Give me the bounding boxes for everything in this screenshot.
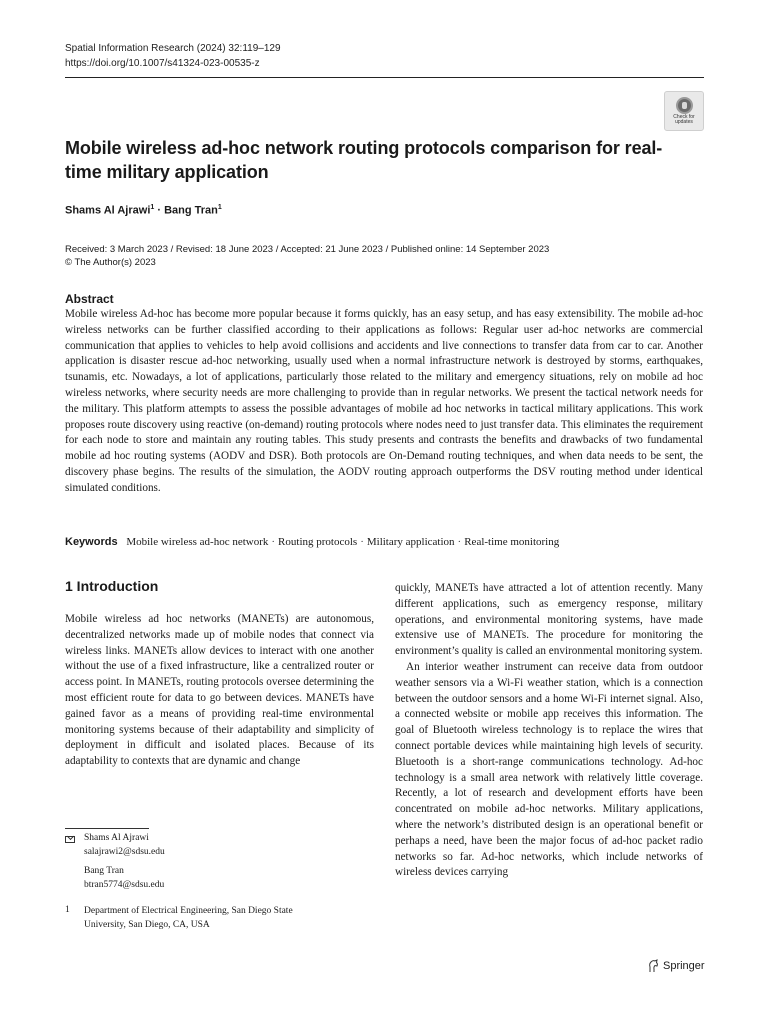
- keyword-separator: ·: [360, 536, 364, 548]
- abstract-text: Mobile wireless Ad-hoc has become more popular because it forms quickly, has an easy setup, and has easy extensibility. The mobile ad-hoc wireless networks can be further classified according to their applications as follows: Regular user ad-hoc networks are commercial communication that applies to vehicles to help avoid collisions and accidents and live connections to transfer data from car to car. Another application is disaster rescue ad-hoc networking, usually used when a normal infrastructure network is destroyed by storms, earthquakes, tsunamis, etc. Nowadays, a lot of applications, particularly those related to the military and emergency situations, rely on mobile ad hoc wireless networks, where security needs are more challenging to provide than in regular networks. We present the tactical network needs for the military. This platform attempts to assess the possible advantages of mobile ad hoc networks in tactical military applications. This work proposes route discovery using reactive (on-demand) routing protocols where nodes need to just transfer data. This eliminates the requirement for each node to store and maintain any routing tables. This study presents and contrasts the benefits and drawbacks of two fundamental mobile ad hoc routing systems (AODV and DSR). Both protocols are On-Demand routing techniques, and when data needs to be sent, the discovery phase begins. The results of the simulation, the AODV routing approach outperforms the DSV routing method under identical simulated conditions.: [65, 308, 703, 494]
- keyword: Mobile wireless ad-hoc network: [126, 536, 269, 548]
- publisher-name: Springer: [663, 960, 705, 972]
- copyright-notice: © The Author(s) 2023: [65, 257, 156, 268]
- footnote-rule: [65, 828, 149, 829]
- badge-label: Check for updates: [673, 113, 695, 125]
- author-list: [65, 204, 222, 217]
- keyword-separator: ·: [457, 536, 462, 548]
- keyword: Military application: [366, 536, 455, 548]
- keyword-separator: ·: [271, 536, 276, 548]
- corresponding-authors: [84, 832, 165, 892]
- author-name[interactable]: Shams Al Ajrawi: [65, 204, 151, 217]
- section-heading-introduction: 1 Introduction: [65, 578, 159, 594]
- affiliation-marker: 1: [150, 204, 155, 211]
- contact-name: Shams Al Ajrawi: [84, 833, 149, 843]
- affiliation-line: Department of Electrical Engineering, San Diego State: [84, 906, 293, 916]
- intro-paragraph: quickly, MANETs have attracted a lot of attention recently. Many different applications, such as emergency response, military operations, and environmental monitoring systems, have made extensive use of MANETs. The procedure for monitoring the environment’s quality is called an environmental monitoring system.: [395, 582, 703, 658]
- keywords-heading: Keywords: [65, 536, 118, 548]
- journal-citation: Spatial Information Research (2024) 32:119–129: [65, 43, 281, 54]
- springer-horse-icon: [647, 959, 659, 973]
- header-rule: [65, 77, 704, 78]
- affiliation: [84, 905, 293, 932]
- publication-history: [65, 243, 549, 269]
- intro-paragraph: Mobile wireless ad hoc networks (MANETs) are autonomous, decentralized networks made up of mobile nodes that connect via wireless links. MANETs allow devices to interact with one another without the use of a fixed infrastructure, like a centralized router or access point. In MANETs, routing protocols oversee determining the most efficient route for data to go between devices. MANETs have gained favor as a means of providing real-time environmental monitoring systems because of their adaptability and simplicity of deployment in difficult and isolated places. Because of its adaptability to contexts that are dynamic and change: [65, 613, 374, 768]
- abstract-heading: Abstract: [65, 292, 114, 306]
- author-name[interactable]: Bang Tran: [164, 204, 218, 217]
- date-history: Received: 3 March 2023 / Revised: 18 June 2023 / Accepted: 21 June 2023 / Published online: 14 September 2023: [65, 244, 550, 255]
- envelope-icon: [65, 836, 75, 843]
- keyword: Real-time monitoring: [464, 536, 560, 548]
- journal-info: [65, 41, 281, 71]
- check-for-updates-badge[interactable]: [664, 91, 704, 131]
- right-column: [395, 581, 703, 881]
- affiliation-marker: 1: [217, 204, 222, 211]
- keywords-line: [65, 536, 705, 548]
- author-separator: ·: [154, 204, 165, 217]
- bookmark-icon: [676, 97, 693, 114]
- affiliation-number: 1: [65, 905, 70, 915]
- contact-email[interactable]: salajrawi2@sdsu.edu: [84, 846, 165, 857]
- contact-name: Bang Tran: [84, 866, 124, 876]
- affiliation-line: University, San Diego, CA, USA: [84, 919, 210, 930]
- paper-title: Mobile wireless ad-hoc network routing protocols comparison for real-time military application: [65, 138, 663, 182]
- contact-email[interactable]: btran5774@sdsu.edu: [84, 879, 165, 890]
- publisher-logo: [647, 959, 705, 973]
- keyword: Routing protocols: [278, 536, 358, 548]
- doi-link[interactable]: https://doi.org/10.1007/s41324-023-00535-z: [65, 58, 260, 69]
- intro-paragraph: An interior weather instrument can receive data from outdoor weather sensors via a Wi-Fi weather station, which is a connection between the outdoor sensors and a home Wi-Fi internet signal. Also, a connected website or mobile app receives this information. The goal of Bluetooth wireless technology is to replace the wires that connect portable devices while maintaining high levels of security. Bluetooth is a short-range communications technology. Ad-hoc technology is a small area network with relatively little coverage. Recently, a lot of research and development efforts have been concentrated on mobile ad-hoc networks. Military applications, where the network’s distributed design is an operational benefit or perhaps a need, have been the major focus of ad-hoc packet radio networks so far. Ad-hoc networks, which include networks of wireless devices carrying: [395, 660, 703, 879]
